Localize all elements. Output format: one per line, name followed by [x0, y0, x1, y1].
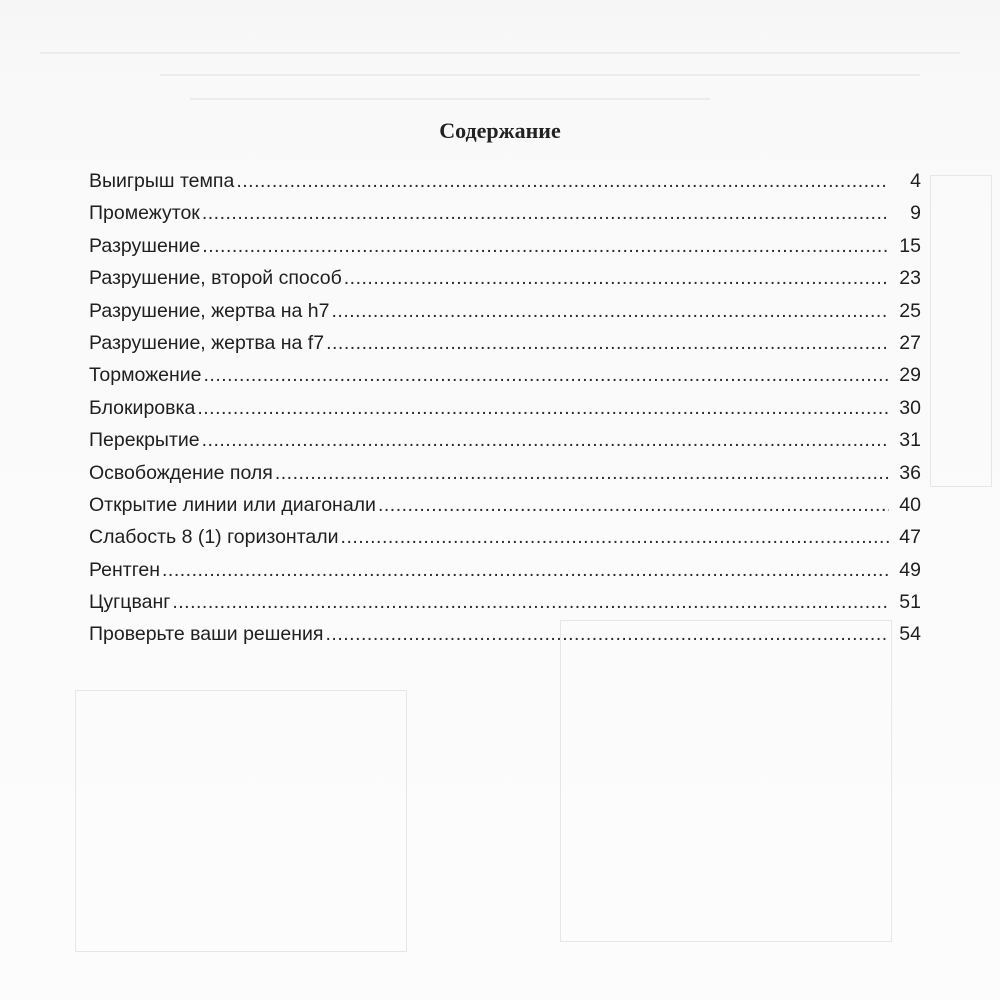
toc-entry-page: 4: [910, 170, 921, 192]
toc-title: Содержание: [439, 118, 561, 143]
toc-entry-page: 40: [899, 493, 921, 516]
toc-leader-dots: [202, 235, 889, 258]
bleed-through-diagram: [560, 620, 892, 942]
toc-entry[interactable]: [89, 364, 921, 396]
toc-entry[interactable]: [89, 332, 921, 364]
toc-leader-dots: [236, 170, 889, 193]
toc-entry-page: 9: [910, 202, 921, 225]
toc-entry-label: Слабость 8 (1) горизонтали: [89, 526, 339, 549]
toc-entry-page: 29: [899, 364, 921, 387]
toc-entry[interactable]: [89, 267, 921, 299]
bleed-through-line: [40, 52, 960, 54]
toc-entry-page: 47: [899, 526, 921, 549]
toc-entry[interactable]: [89, 235, 921, 267]
bleed-through-diagram: [930, 175, 992, 487]
toc-entry-label: Рентген: [89, 558, 160, 581]
toc-leader-dots: [344, 267, 889, 290]
toc-entry-page: 49: [899, 558, 921, 581]
toc-entry[interactable]: [89, 623, 921, 655]
toc-entry-page: 25: [899, 299, 921, 322]
toc-entry-label: Разрушение, жертва на h7: [89, 299, 330, 322]
bleed-through-diagram: [75, 690, 407, 952]
toc-entry-label: Блокировка: [89, 396, 196, 419]
toc-entry-page: 36: [899, 461, 921, 484]
table-of-contents: [89, 170, 921, 656]
toc-entry-label: Освобождение поля: [89, 461, 273, 484]
toc-entry-label: Перекрытие: [89, 429, 200, 452]
toc-entry[interactable]: [89, 202, 921, 234]
toc-entry-page: 31: [899, 429, 921, 452]
toc-entry[interactable]: [89, 397, 921, 429]
toc-entry[interactable]: [89, 494, 921, 526]
toc-entry-page: 27: [899, 331, 921, 354]
toc-entry-page: 51: [899, 591, 921, 614]
toc-leader-dots: [162, 559, 889, 582]
toc-leader-dots: [197, 397, 889, 420]
toc-leader-dots: [275, 462, 889, 485]
toc-leader-dots: [341, 526, 889, 549]
toc-leader-dots: [204, 364, 889, 387]
toc-entry-label: Проверьте ваши решения: [89, 623, 324, 646]
bleed-through-line: [190, 98, 710, 100]
toc-entry-page: 15: [899, 234, 921, 257]
toc-entry-label: Открытие линии или диагонали: [89, 493, 376, 516]
toc-leader-dots: [202, 202, 889, 225]
toc-entry-label: Промежуток: [89, 202, 200, 225]
toc-entry-page: 54: [899, 623, 921, 646]
toc-leader-dots: [172, 591, 889, 614]
toc-entry-label: Торможение: [89, 364, 202, 387]
toc-leader-dots: [326, 623, 890, 646]
toc-leader-dots: [378, 494, 889, 517]
toc-entry[interactable]: [89, 300, 921, 332]
toc-entry[interactable]: [89, 429, 921, 461]
toc-entry[interactable]: [89, 591, 921, 623]
toc-entry-page: 30: [899, 396, 921, 419]
toc-entry[interactable]: [89, 170, 921, 202]
toc-entry-page: 23: [899, 267, 921, 290]
toc-entry[interactable]: [89, 526, 921, 558]
toc-leader-dots: [326, 332, 889, 355]
toc-entry-label: Выигрыш темпа: [89, 170, 235, 192]
toc-entry[interactable]: [89, 462, 921, 494]
bleed-through-line: [160, 74, 920, 76]
toc-entry-label: Разрушение, жертва на f7: [89, 331, 325, 354]
toc-entry[interactable]: [89, 559, 921, 591]
toc-entry-label: Цугцванг: [89, 591, 171, 614]
toc-leader-dots: [332, 300, 890, 323]
toc-entry-label: Разрушение, второй способ: [89, 267, 342, 290]
toc-leader-dots: [202, 429, 889, 452]
toc-entry-label: Разрушение: [89, 234, 201, 257]
